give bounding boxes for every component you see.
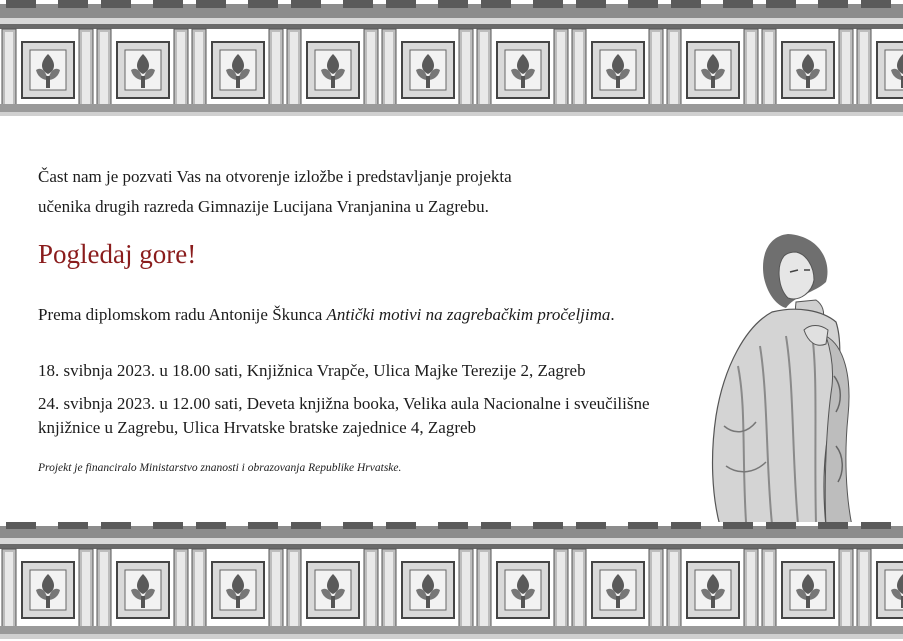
source-work-title: Antički motivi na zagrebačkim pročeljima bbox=[326, 305, 611, 324]
invitation-text bbox=[38, 162, 678, 222]
source-credit bbox=[38, 302, 718, 328]
source-suffix: . bbox=[610, 305, 615, 324]
funding-note: Projekt je financiralo Ministarstvo znanosti i obrazovanja Republike Hrvatske. bbox=[38, 462, 402, 474]
source-prefix: Prema diplomskom radu Antonije Škunca bbox=[38, 305, 327, 324]
statue-illustration bbox=[676, 226, 876, 532]
event-first: 18. svibnja 2023. u 18.00 sati, Knjižnica Vrapče, Ulica Majke Terezije 2, Zagreb bbox=[38, 361, 586, 380]
invitation-line-2: učenika drugih razreda Gimnazije Lucijana Vranjanina u Zagrebu. bbox=[38, 197, 489, 216]
invitation-line-1: Čast nam je pozvati Vas na otvorenje izložbe i predstavljanje projekta bbox=[38, 167, 512, 186]
event-second: 24. svibnja 2023. u 12.00 sati, Deveta knjižna booka, Velika aula Nacionalne i sveučilišne knjižnice u Zagrebu, Ulica Hrvatske bratske zajednice 4, Zagreb bbox=[38, 394, 650, 437]
bottom-frieze-illustration bbox=[0, 522, 903, 641]
top-frieze-illustration bbox=[0, 0, 903, 118]
exhibition-title: Pogledaj gore! bbox=[38, 239, 197, 269]
